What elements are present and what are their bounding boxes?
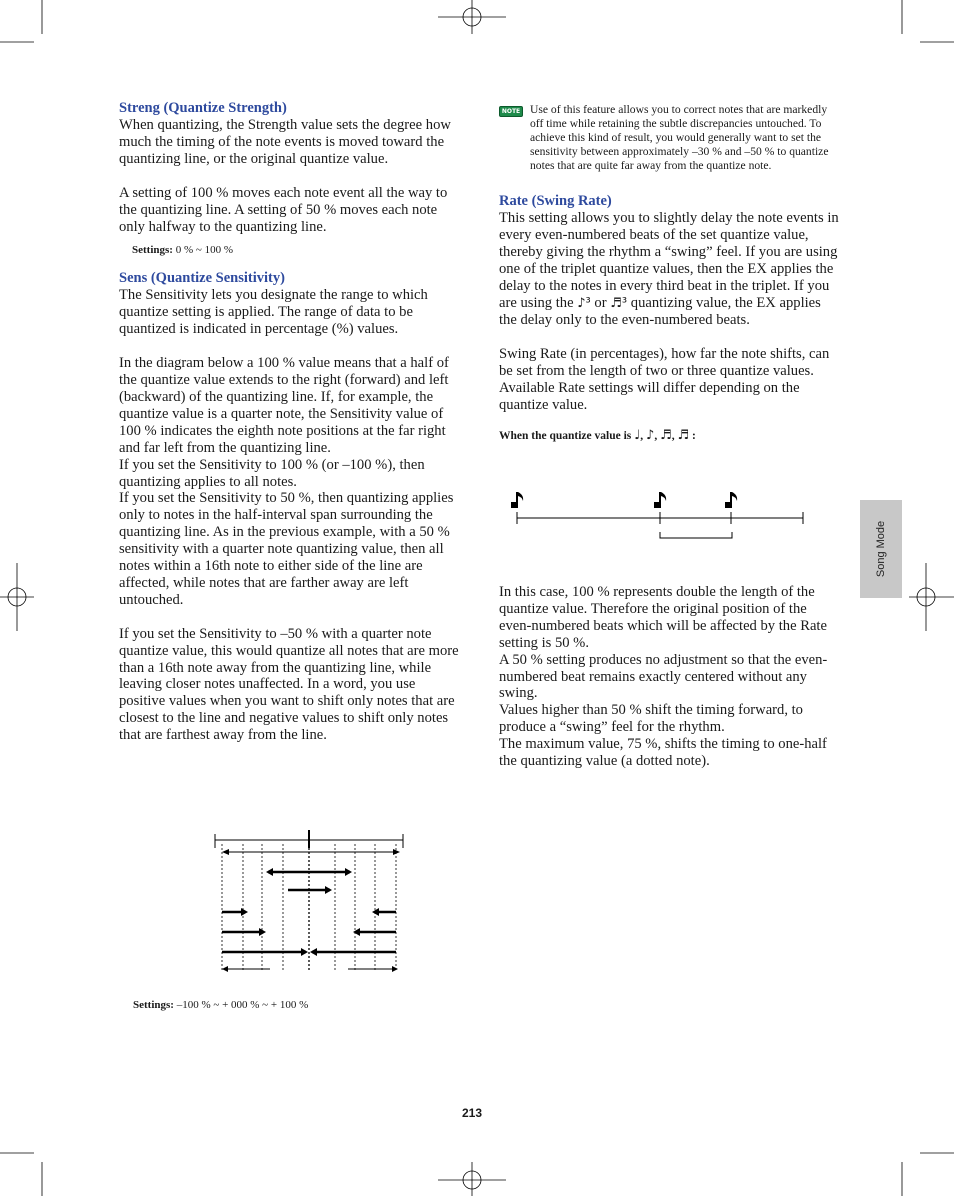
streng-paragraph-2: A setting of 100 % moves each note event all the way to the quantizing line. A setting of 50 % moves each note only halfway to the quantizing line. <box>119 184 448 235</box>
quarter-note-icon: ♩ <box>634 427 641 443</box>
sens-paragraph-5: If you set the Sensitivity to –50 % with a quarter note quantize value, this would quantize all notes that are more than a 16th note away from the quantizing line, while leaving closer notes unaffected. In a word, you use positive values when you want to shift only notes that are closest to the line and negative values to shift only notes that are farthest away from the line. <box>119 625 459 744</box>
rate-paragraph-4: A 50 % setting produces no adjustment so that the even-numbered beat remains exactly centered without any swing. <box>499 651 828 702</box>
rate-paragraph-2: Swing Rate (in percentages), how far the note shifts, can be set from the length of two or three quantize values. Available Rate settings will differ depending on the quantize value. <box>499 346 830 414</box>
section-tab-label: Song Mode <box>875 520 887 578</box>
eighth-note-icon <box>511 492 737 508</box>
streng-heading: Streng (Quantize Strength) <box>119 100 287 116</box>
thirtysecond-note-icon: ♬ <box>677 427 690 443</box>
section-tab <box>860 500 902 598</box>
triplet-sixteenth-note-icon: ♬³ <box>610 295 628 311</box>
streng-settings <box>132 243 461 257</box>
rate-heading: Rate (Swing Rate) <box>499 193 612 209</box>
left-column <box>119 100 461 744</box>
note-badge-icon: NOTE <box>499 106 523 117</box>
sens-heading: Sens (Quantize Sensitivity) <box>119 270 285 287</box>
sens-paragraph-1: The Sensitivity lets you designate the range to which quantize setting is applied. The range of data to be quantized is indicated in percentage (%) values. <box>119 287 428 338</box>
settings-value: –100 % ~ + 000 % ~ + 100 % <box>176 999 309 1011</box>
eighth-note-icon: ♪ <box>646 427 655 443</box>
rate-paragraph-3: In this case, 100 % represents double the length of the quantize value. Therefore the original position of the even-numbered beats which will be affected by the Rate setting is 50 %. <box>499 584 827 651</box>
note-box <box>499 103 841 173</box>
swing-diagram <box>505 488 810 548</box>
triplet-eighth-note-icon: ♪³ <box>577 295 591 311</box>
settings-label: Settings: <box>133 999 174 1011</box>
quantize-value-line: When the quantize value is ♩, ♪, ♬, ♬ : <box>499 427 696 443</box>
rate-paragraph-1: This setting allows you to slightly delay the note events in every even-numbered beats of the set quantize value, thereby giving the rhythm a “swing” feel. If you are using one of the triplet quantize values, then the EX applies the delay to the notes in every third beat in the triplet. If you are using the ♪³ or ♬³ quantizing value, the EX applies the delay only to the even-numbered beats. <box>499 210 839 329</box>
note-text: Use of this feature allows you to correct notes that are markedly off time while retaining the subtle discrepancies untouched. To achieve this kind of result, you would generally want to set the sensitivity between approximately –30 % and –50 % to quantize notes that are quite far away from the quantize note. <box>530 103 829 172</box>
sens-paragraph-4: If you set the Sensitivity to 50 %, then quantizing applies only to notes in the half-interval span surrounding the quantizing line. As in the previous example, with a 50 % sensitivity with a quarter note quantizing value, then all notes within a 16th note to either side of the line are affected, while notes that are farther away are left untouched. <box>119 490 454 608</box>
sixteenth-note-icon: ♬ <box>660 427 672 443</box>
settings-value: 0 % ~ 100 % <box>175 244 233 257</box>
sensitivity-diagram <box>210 828 410 978</box>
sens-paragraph-3: If you set the Sensitivity to 100 % (or –100 %), then quantizing applies to all notes. <box>119 456 425 490</box>
streng-paragraph-1: When quantizing, the Strength value sets the degree how much the timing of the note events is moved toward the quantizing line, or the original quantize value. <box>119 117 451 167</box>
right-column-lower <box>499 584 841 770</box>
sens-settings <box>133 998 308 1012</box>
page-number: 213 <box>461 1106 483 1120</box>
settings-label: Settings: <box>132 244 173 257</box>
rate-paragraph-5: Values higher than 50 % shift the timing forward, to produce a “swing” feel for the rhythm. <box>499 702 803 736</box>
right-column <box>499 103 841 443</box>
sens-paragraph-2: In the diagram below a 100 % value means that a half of the quantize value extends to the right (forward) and left (backward) of the quantizing line. If, for example, the quantize value is a quarter note, the Sensitivity value of 100 % indicates the eighth note positions at the far right and far left from the quantizing line. <box>119 355 449 456</box>
rate-paragraph-6: The maximum value, 75 %, shifts the timing to one-half the quantizing value (a dotted note). <box>499 736 827 770</box>
